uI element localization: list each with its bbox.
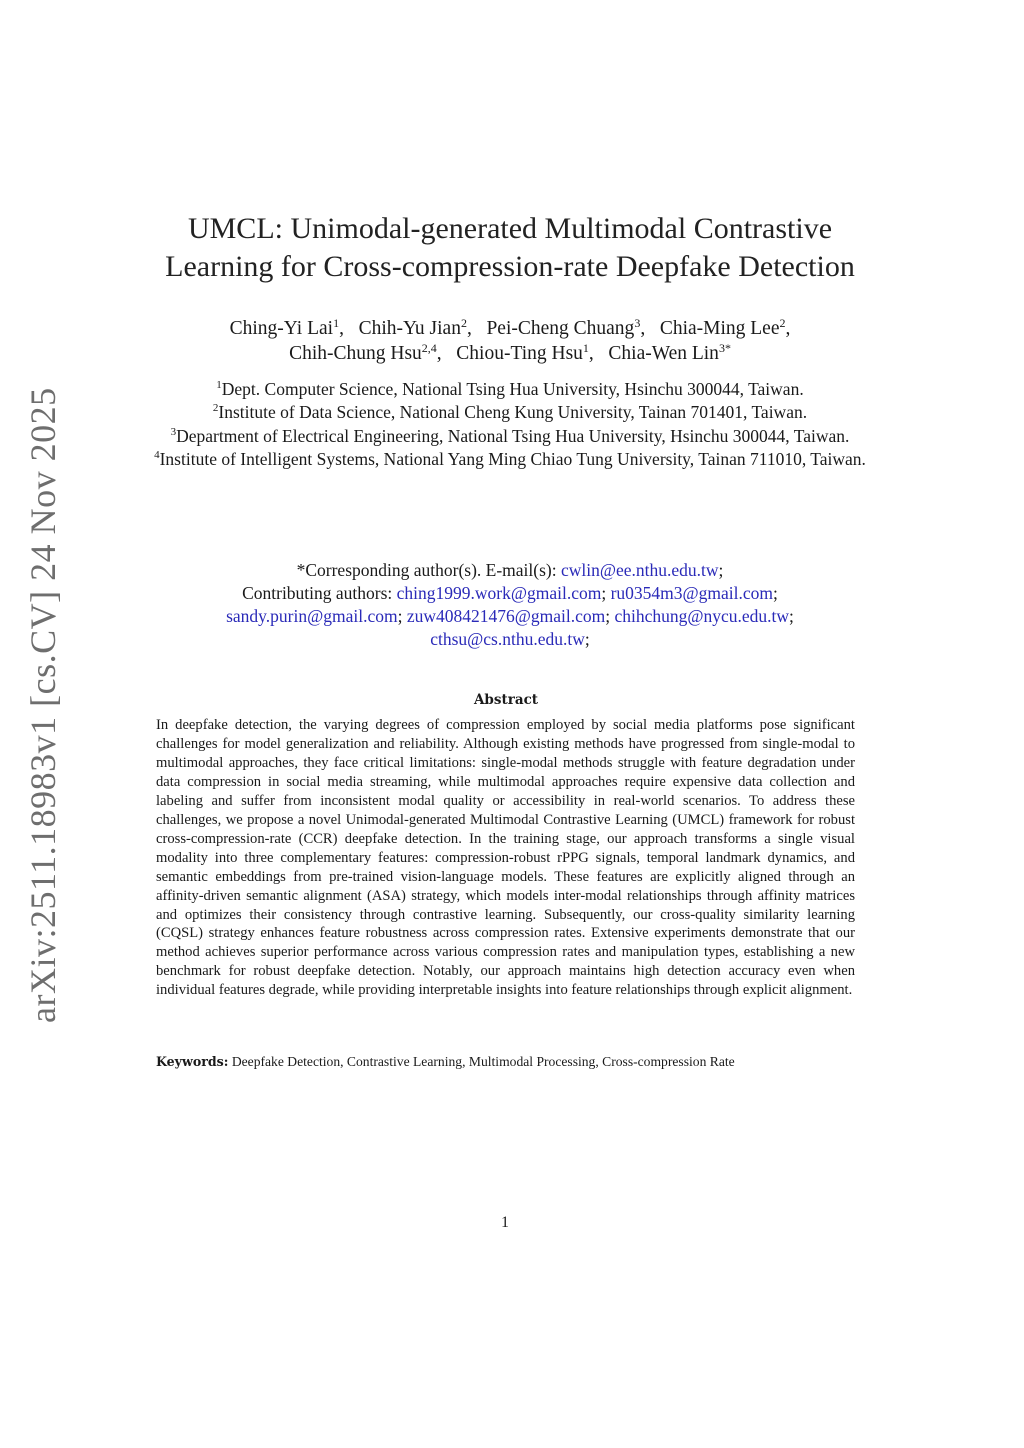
title-line-1: UMCL: Unimodal-generated Multimodal Contrastive <box>187 212 833 245</box>
abstract-body: In deepfake detection, the varying degrees of compression employed by social media platforms pose significant challenges for model generalization and reliability. Although existing methods have progressed from single-modal to multimodal approaches, they face critical limitations: single-modal methods struggle with feature degradation under data compression in social media streaming, while multimodal approaches require expensive data collection and labeling and suffer from inconsistent modal quality or accessibility in real-world scenarios. To address these challenges, we propose a novel Unimodal-generated Multimodal Contrastive Learning (UMCL) framework for robust cross-compression-rate (CCR) deepfake detection. In the training stage, our approach transforms a single visual modality into three complementary features: compression-robust rPPG signals, temporal landmark dynamics, and semantic embeddings from pre-trained vision-language models. These features are explicitly aligned through an affinity-driven semantic alignment (ASA) strategy, which models inter-modal relationships through affinity matrices and optimizes their consistency through contrastive learning. Subsequently, our cross-quality similarity learning (CQSL) strategy enhances feature robustness across compression rates. Extensive experiments demonstrate that our method achieves superior performance across various compression rates and manipulation types, establishing a new benchmark for robust deepfake detection. Notably, our approach maintains high detection accuracy even when individual features degrade, while providing interpretable insights into feature relationships through explicit alignment. <box>156 717 855 999</box>
affiliation-list <box>140 378 880 472</box>
contributing-authors-line: Contributing authors: ching1999.work@gmail.com; ru0354m3@gmail.com; <box>242 583 778 603</box>
keywords-label: Keywords: <box>156 1054 229 1069</box>
keywords-text: Deepfake Detection, Contrastive Learning, Multimodal Processing, Cross-compression Rate <box>228 1054 735 1069</box>
contact-block <box>140 559 880 651</box>
corresponding-author-line: *Corresponding author(s). E-mail(s): cwlin@ee.nthu.edu.tw; <box>296 560 724 580</box>
email-link[interactable]: ching1999.work@gmail.com <box>396 583 602 603</box>
page-number: 1 <box>501 1214 509 1231</box>
email-link[interactable]: sandy.purin@gmail.com <box>226 606 398 626</box>
contributing-authors-line: cthsu@cs.nthu.edu.tw; <box>430 629 590 649</box>
author: Chiou-Ting Hsu$^1$ <box>456 341 589 364</box>
email-link[interactable]: cwlin@ee.nthu.edu.tw <box>560 560 719 580</box>
email-link[interactable]: zuw408421476@gmail.com <box>406 606 606 626</box>
email-link[interactable]: chihchung@nycu.edu.tw <box>614 606 790 626</box>
author: Chia-Ming Lee$^2$ <box>659 316 786 339</box>
title-line-2: Learning for Cross-compression-rate Deepfake Detection <box>165 250 855 283</box>
author: Chih-Chung Hsu$^{2,4}$ <box>289 341 437 364</box>
paper-title <box>120 210 900 286</box>
affiliation: $^2$Institute of Data Science, National Cheng Kung University, Tainan 701401, Taiwan. <box>212 402 808 423</box>
author: Chih-Yu Jian$^2$ <box>358 316 467 339</box>
keywords <box>156 1053 856 1071</box>
contributing-authors-line: sandy.purin@gmail.com; zuw408421476@gmail.com; chihchung@nycu.edu.tw; <box>226 606 794 626</box>
author: Pei-Cheng Chuang$^3$ <box>486 316 641 339</box>
arxiv-identifier-stamp: arXiv:2511.18983v1 [cs.CV] 24 Nov 2025 <box>23 387 63 1023</box>
email-link[interactable]: cthsu@cs.nthu.edu.tw <box>430 629 585 649</box>
author: Ching-Yi Lai$^1$ <box>229 316 340 339</box>
affiliation: $^4$Institute of Intelligent Systems, National Yang Ming Chiao Tung University, Tainan 711010, Taiwan. <box>154 449 866 470</box>
email-link[interactable]: ru0354m3@gmail.com <box>610 583 774 603</box>
author-line-1: Ching-Yi Lai$^1$, Chih-Yu Jian$^2$, Pei-Cheng Chuang$^3$, Chia-Ming Lee$^2$, <box>229 316 791 339</box>
affiliation: $^3$Department of Electrical Engineering, National Tsing Hua University, Hsinchu 300044, Taiwan. <box>170 425 850 446</box>
author: Chia-Wen Lin$^{3*}$ <box>608 341 731 364</box>
author-line-2: Chih-Chung Hsu$^{2,4}$, Chiou-Ting Hsu$^1$, Chia-Wen Lin$^{3*}$ <box>289 341 731 364</box>
affiliation: $^1$Dept. Computer Science, National Tsing Hua University, Hsinchu 300044, Taiwan. <box>216 379 804 399</box>
abstract-heading: Abstract <box>473 692 539 708</box>
author-list <box>120 316 900 366</box>
